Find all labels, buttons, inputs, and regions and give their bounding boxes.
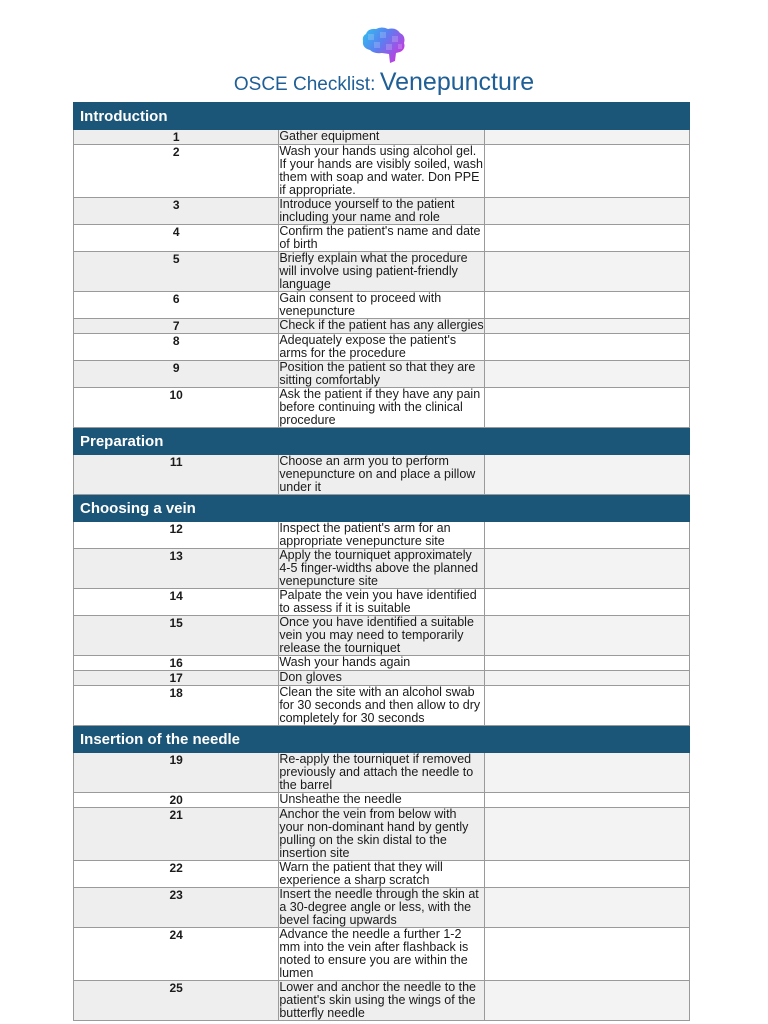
checklist-row: [74, 455, 690, 495]
checkbox-cell[interactable]: [484, 793, 689, 808]
item-text: Inspect the patient's arm for an appropriate venepuncture site: [279, 522, 484, 549]
checkbox-cell[interactable]: [484, 145, 689, 198]
checklist-row: [74, 292, 690, 319]
checklist-row: [74, 616, 690, 656]
title-prefix: OSCE Checklist:: [233, 74, 376, 95]
checkbox-cell[interactable]: [484, 808, 689, 861]
item-text: Warn the patient that they will experience a sharp scratch: [279, 861, 484, 888]
checklist-row: [74, 808, 690, 861]
checklist-row: [74, 198, 690, 225]
item-text: Insert the needle through the skin at a 30-degree angle or less, with the bevel facing upwards: [279, 888, 484, 928]
item-text: Palpate the vein you have identified to assess if it is suitable: [279, 589, 484, 616]
checklist-row: [74, 686, 690, 726]
item-text: Gain consent to proceed with venepuncture: [279, 292, 484, 319]
checkbox-cell[interactable]: [484, 522, 689, 549]
section-title: Introduction: [74, 103, 690, 130]
item-number: 17: [74, 671, 279, 686]
checklist-row: [74, 388, 690, 428]
item-text: Clean the site with an alcohol swab for 30 seconds and then allow to dry completely for 30 seconds: [279, 686, 484, 726]
checklist-row: [74, 589, 690, 616]
checkbox-cell[interactable]: [484, 686, 689, 726]
checklist-row: [74, 334, 690, 361]
item-text: Advance the needle a further 1-2 mm into the vein after flashback is noted to ensure you are within the lumen: [279, 928, 484, 981]
checklist-row: [74, 522, 690, 549]
item-number: 7: [74, 319, 279, 334]
item-text: Gather equipment: [279, 130, 484, 145]
item-number: 23: [74, 888, 279, 928]
checkbox-cell[interactable]: [484, 252, 689, 292]
item-number: 9: [74, 361, 279, 388]
section-header: [74, 103, 690, 130]
checklist-row: [74, 981, 690, 1021]
item-number: 11: [74, 455, 279, 495]
item-number: 13: [74, 549, 279, 589]
section-header: [74, 495, 690, 522]
item-number: 21: [74, 808, 279, 861]
item-text: Re-apply the tourniquet if removed previously and attach the needle to the barrel: [279, 753, 484, 793]
item-number: 19: [74, 753, 279, 793]
item-number: 4: [74, 225, 279, 252]
item-text: Wash your hands using alcohol gel. If your hands are visibly soiled, wash them with soap and water. Don PPE if appropriate.: [279, 144, 483, 197]
item-number: 2: [74, 145, 279, 198]
checkbox-cell[interactable]: [484, 616, 689, 656]
item-number: 25: [74, 981, 279, 1021]
item-text: Lower and anchor the needle to the patient's skin using the wings of the butterfly needle: [279, 981, 484, 1021]
page-title: [0, 68, 768, 97]
checkbox-cell[interactable]: [484, 888, 689, 928]
checklist-row: [74, 928, 690, 981]
checklist-row: [74, 656, 690, 671]
item-number: 5: [74, 252, 279, 292]
checkbox-cell[interactable]: [484, 361, 689, 388]
checkbox-cell[interactable]: [484, 388, 689, 428]
item-number: 1: [74, 130, 279, 145]
checkbox-cell[interactable]: [484, 130, 689, 145]
item-number: 15: [74, 616, 279, 656]
checkbox-cell[interactable]: [484, 753, 689, 793]
checklist-row: [74, 549, 690, 589]
title-main: Venepuncture: [379, 68, 535, 96]
item-text: Adequately expose the patient's arms for the procedure: [279, 334, 484, 361]
item-text: Check if the patient has any allergies: [279, 318, 484, 332]
item-number: 16: [74, 656, 279, 671]
item-text: Briefly explain what the procedure will involve using patient-friendly language: [279, 252, 484, 292]
section-header: [74, 726, 690, 753]
item-number: 14: [74, 589, 279, 616]
checkbox-cell[interactable]: [484, 455, 689, 495]
item-text: Once you have identified a suitable vein you may need to temporarily release the tourniquet: [279, 616, 484, 656]
section-title: Choosing a vein: [74, 495, 690, 522]
item-text: Choose an arm you to perform venepuncture on and place a pillow under it: [279, 455, 484, 495]
item-number: 22: [74, 861, 279, 888]
brain-logo-icon: [360, 26, 408, 64]
item-number: 24: [74, 928, 279, 981]
checkbox-cell[interactable]: [484, 334, 689, 361]
checkbox-cell[interactable]: [484, 549, 689, 589]
checklist-row: [74, 145, 690, 198]
item-text: Position the patient so that they are sitting comfortably: [279, 361, 484, 388]
checklist-row: [74, 225, 690, 252]
item-text: Apply the tourniquet approximately 4-5 finger-widths above the planned venepuncture site: [279, 549, 484, 589]
section-title: Preparation: [74, 428, 690, 455]
checkbox-cell[interactable]: [484, 589, 689, 616]
item-text: Introduce yourself to the patient including your name and role: [279, 198, 484, 225]
item-number: 3: [74, 198, 279, 225]
checkbox-cell[interactable]: [484, 981, 689, 1021]
item-text: Unsheathe the needle: [279, 793, 484, 808]
item-number: 10: [74, 388, 279, 428]
item-text: Confirm the patient's name and date of birth: [279, 225, 484, 252]
checklist-row: [74, 861, 690, 888]
checklist-row: [74, 319, 690, 334]
section-title: Insertion of the needle: [74, 726, 690, 753]
item-text: Don gloves: [279, 671, 484, 686]
checkbox-cell[interactable]: [484, 198, 689, 225]
item-number: 18: [74, 686, 279, 726]
checklist-row: [74, 888, 690, 928]
checklist-table: [73, 102, 690, 1021]
checkbox-cell[interactable]: [484, 671, 689, 686]
checkbox-cell[interactable]: [484, 292, 689, 319]
item-text: Wash your hands again: [279, 656, 484, 671]
item-number: 6: [74, 292, 279, 319]
item-text: Anchor the vein from below with your non-dominant hand by gently pulling on the skin distal to the insertion site: [279, 808, 484, 861]
checkbox-cell[interactable]: [484, 225, 689, 252]
checklist-row: [74, 793, 690, 808]
section-header: [74, 428, 690, 455]
checkbox-cell[interactable]: [484, 319, 689, 334]
checkbox-cell[interactable]: [484, 928, 689, 981]
checklist-row: [74, 753, 690, 793]
checklist-row: [74, 252, 690, 292]
item-number: 20: [74, 793, 279, 808]
checkbox-cell[interactable]: [484, 656, 689, 671]
checklist-row: [74, 130, 690, 145]
checkbox-cell[interactable]: [484, 861, 689, 888]
item-number: 8: [74, 334, 279, 361]
item-text: Ask the patient if they have any pain before continuing with the clinical procedure: [279, 388, 484, 428]
checklist-row: [74, 361, 690, 388]
item-number: 12: [74, 522, 279, 549]
checklist-row: [74, 671, 690, 686]
